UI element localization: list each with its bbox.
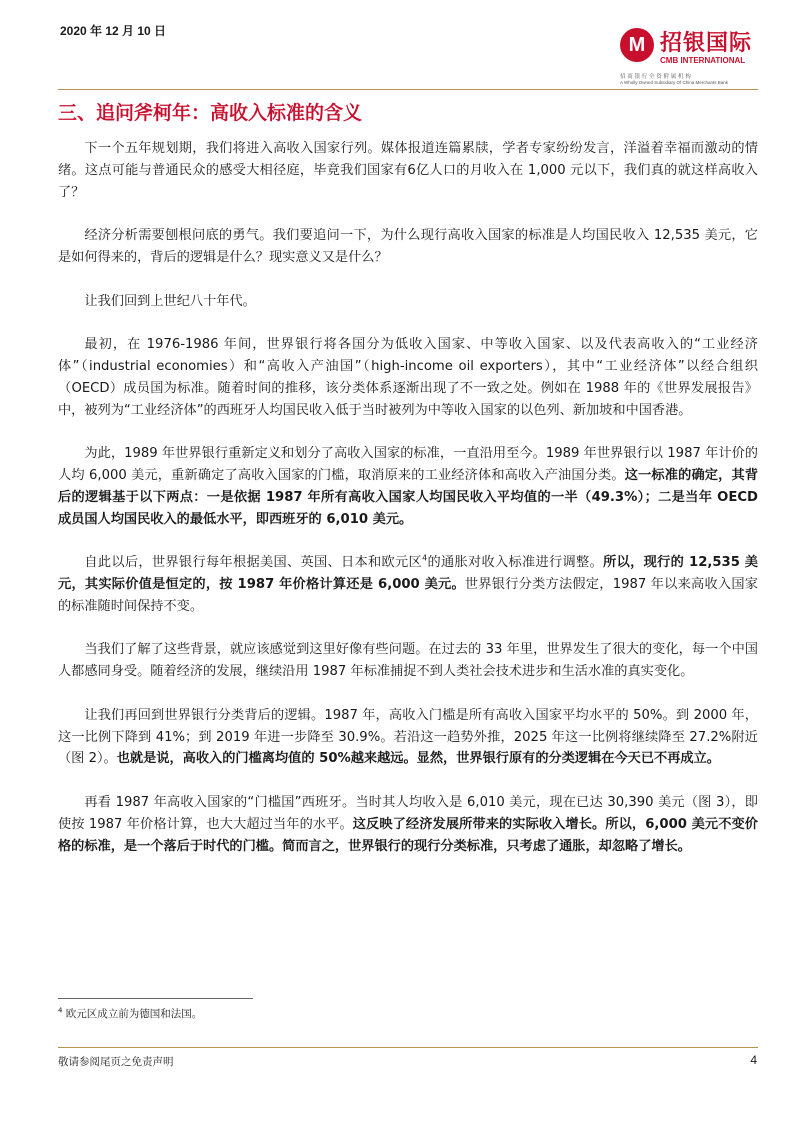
footnote-ref: 4 [422,553,428,563]
body-text [58,138,758,879]
section-title: 三、追问斧柯年：高收入标准的含义 [58,102,363,124]
bold-text: 也就是说，高收入的门槛离均值的 50%越来越远。显然，世界银行原有的分类逻辑在今天已不再成立。 [116,751,720,767]
body-paragraph [58,443,758,530]
paragraph-text: 的通胀对收入标准进行调整。 [427,555,604,571]
body-paragraph [58,291,758,313]
header-divider [58,89,758,90]
paragraph-text: 最初，在 1976-1986 年间，世界银行将各国分为低收入国家、中等收入国家、以及代表高收入的“工业经济体”（industrial economies）和“高收入产油国”（high-income oil exporters），其中“工业经济体”以经合组织（OECD）成员国为标准。随着时间的推移，该分类体系逐渐出现了不一致之处。例如在 1988 年的《世界发展报告》中，被列为“工业经济体”的西班牙人均国民收入低于当时被列为中等收入国家的以色列、新加坡和中国香港。 [58,337,758,418]
footnote-number: 4 [58,1006,63,1015]
page-number: 4 [750,1053,757,1067]
logo-mark-icon: M [620,28,654,62]
paragraph-text: 为此，1989 年世界银行重新定义和划分了高收入国家的标准，一直沿用至今。1989 年世界银行以 1987 年计价的人均 6,000 美元，重新确定了高收入国家的门槛，取消原来的工业经济体和高收入产油国分类。 [58,446,758,483]
body-paragraph [58,334,758,421]
bold-text: 这反映了经济发展所带来的实际收入增长。所以，6,000 美元不变价格的标准，是一个落后于时代的门槛。简而言之，世界银行的现行分类标准，只考虑了通胀，却忽略了增长。 [58,816,758,854]
company-logo [620,28,760,88]
bold-text: 这一标准的确定，其背后的逻辑基于以下两点：一是依据 1987 年所有高收入国家人均国民收入平均值的一半（49.3%）；二是当年 OECD 成员国人均国民收入的最低水平，即西班牙的 6,010 美元。 [58,467,759,527]
footer-divider [58,1047,758,1048]
report-date: 2020 年 12 月 10 日 [60,24,167,38]
body-paragraph [58,792,758,857]
logo-tagline-en: A Wholly Owned Subsidiary Of China Merchants Bank [620,80,729,85]
body-paragraph [58,639,758,683]
paragraph-text: 经济分析需要刨根问底的勇气。我们要追问一下，为什么现行高收入国家的标准是人均国民收入 12,535 美元，它是如何得来的，背后的逻辑是什么？现实意义又是什么？ [58,228,758,265]
body-paragraph [58,705,758,770]
paragraph-text: 让我们回到上世纪八十年代。 [84,293,256,309]
disclaimer-note: 敬请参阅尾页之免责声明 [58,1056,174,1068]
body-paragraph [58,552,758,617]
footnote-text: 欧元区成立前为德国和法国。 [62,1008,203,1020]
bold-text: 所以，现行的 12,535 美元，其实际价值是恒定的，按 1987 年价格计算还是 6,000 美元。 [58,555,758,592]
logo-tagline-cn: 招 商 银 行 全 资 附 属 机 构 [620,74,691,80]
paragraph-text: 让我们再回到世界银行分类背后的逻辑。1987 年，高收入门槛是所有高收入国家平均水平的 50%。到 2000 年，这一比例下降到 41%；到 2019 年进一步降至 30.9%。若沿这一趋势外推，2025 年这一比例将继续降至 27.2%附近（图 2）。 [58,707,758,767]
paragraph-text: 再看 1987 年高收入国家的“门槛国”西班牙。当时其人均收入是 6,010 美元，现在已达 30,390 美元（图 3），即使按 1987 年价格计算，也大大超过当年的水平。 [58,794,758,832]
footnote-divider [58,998,253,999]
logo-name-cn: 招银国际 [660,31,753,56]
body-paragraph [58,138,758,203]
footnote [58,1006,202,1021]
paragraph-text: 当我们了解了这些背景，就应该感觉到这里好像有些问题。在过去的 33 年里，世界发生了很大的变化，每一个中国人都感同身受。随着经济的发展，继续沿用 1987 年标准捕捉不到人类社会技术进步和生活水准的真实变化。 [58,642,758,680]
logo-name-en: CMB INTERNATIONAL [660,56,746,65]
body-paragraph [58,225,758,269]
paragraph-text: 自此以后，世界银行每年根据美国、英国、日本和欧元区 [84,555,423,571]
paragraph-text: 下一个五年规划期，我们将进入高收入国家行列。媒体报道连篇累牍，学者专家纷纷发言，洋溢着幸福而激动的情绪。这点可能与普通民众的感受大相径庭，毕竟我们国家有6亿人口的月收入在 1,000 元以下，我们真的就这样高收入了？ [58,141,758,200]
paragraph-text: 世界银行分类方法假定，1987 年以来高收入国家的标准随时间保持不变。 [58,576,758,614]
